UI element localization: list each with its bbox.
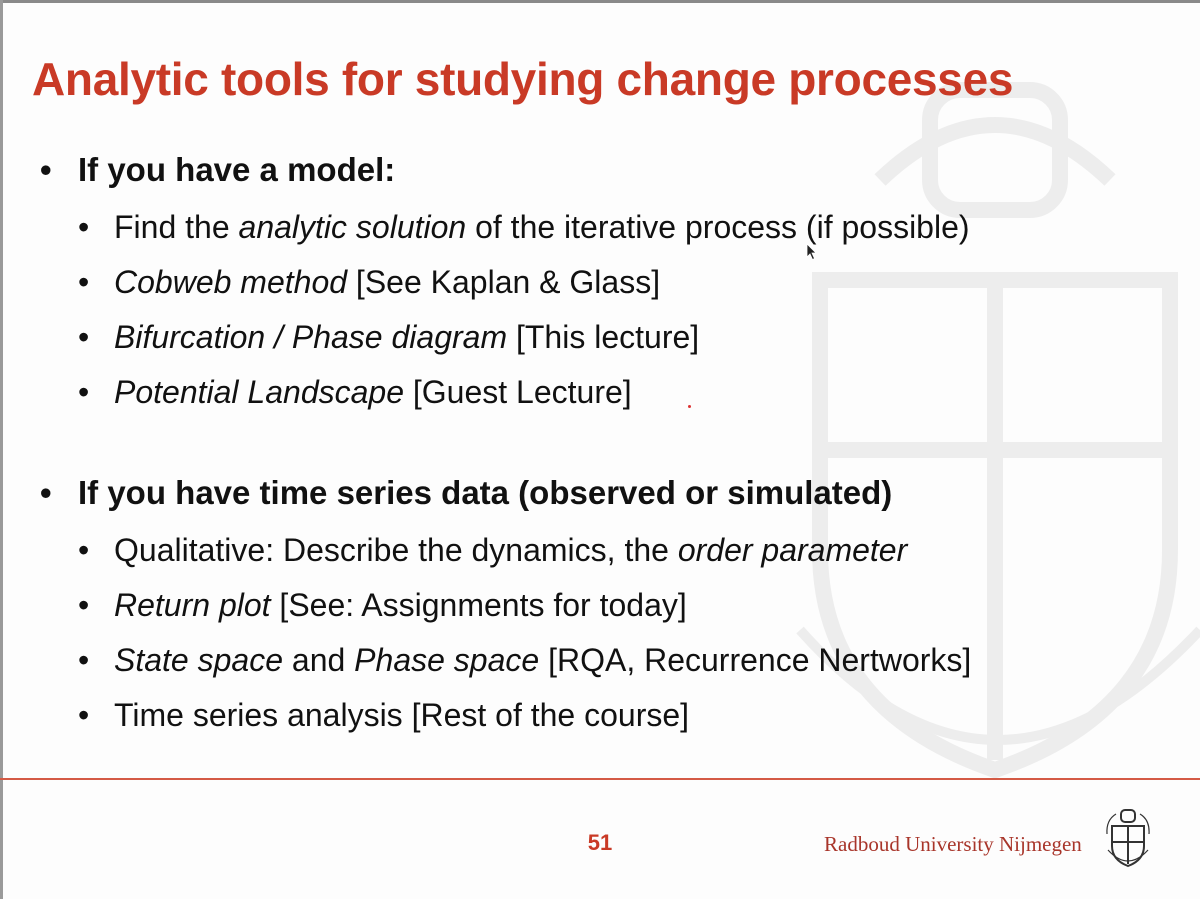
item-text: Find the [114, 209, 239, 245]
item-text-emphasis: Phase space [354, 642, 540, 678]
list-item [78, 633, 1160, 688]
item-text: [This lecture] [507, 319, 700, 355]
bullet-icon: • [78, 264, 90, 300]
mouse-pointer-icon [806, 243, 817, 261]
bullet-icon: • [78, 319, 90, 355]
list-item [78, 523, 1160, 578]
bullet-icon: • [40, 474, 52, 511]
item-text: [See Kaplan & Glass] [347, 264, 661, 300]
bullet-icon: • [78, 642, 90, 678]
item-text: [RQA, Recurrence Nertworks] [539, 642, 972, 678]
footer-divider [0, 778, 1200, 780]
item-text-emphasis: order parameter [677, 532, 908, 568]
item-text-emphasis: Bifurcation / Phase diagram [114, 319, 508, 355]
item-text-emphasis: Potential Landscape [114, 374, 404, 410]
item-text: of the iterative process (if possible) [466, 209, 970, 245]
item-text-emphasis: analytic solution [238, 209, 467, 245]
item-text: and [283, 642, 355, 678]
page-number: 51 [587, 830, 613, 855]
section-spacer [40, 420, 1160, 463]
list-item [78, 200, 1160, 255]
list-item [78, 688, 1160, 743]
window-frame-top [0, 0, 1200, 3]
list-item [78, 255, 1160, 310]
bullet-list [40, 140, 1160, 743]
window-frame-left [0, 0, 3, 899]
item-text-emphasis: Cobweb method [114, 264, 348, 300]
item-text: [See: Assignments for today] [270, 587, 687, 623]
bullet-icon: • [78, 587, 90, 623]
item-text-emphasis: State space [114, 642, 283, 678]
bullet-icon: • [78, 374, 90, 410]
university-name: Radboud University Nijmegen [824, 832, 1082, 856]
bullet-icon: • [40, 151, 52, 188]
laser-dot [688, 405, 691, 408]
radboud-seal-icon [1104, 806, 1152, 870]
list-item [78, 365, 1160, 420]
section-heading-text: If you have a model: [78, 151, 396, 188]
item-text: [Guest Lecture] [404, 374, 632, 410]
section-heading-text: If you have time series data (observed or simulated) [78, 474, 893, 511]
list-item [78, 310, 1160, 365]
section-heading-time-series [40, 463, 1160, 523]
slide-title: Analytic tools for studying change processes [32, 53, 1014, 105]
bullet-icon: • [78, 209, 90, 245]
item-text-emphasis: Return plot [114, 587, 271, 623]
bullet-icon: • [78, 532, 90, 568]
item-text: Qualitative: Describe the dynamics, the [114, 532, 678, 568]
list-item [78, 578, 1160, 633]
bullet-icon: • [78, 697, 90, 733]
section-heading-model [40, 140, 1160, 200]
item-text: Time series analysis [Rest of the course] [114, 697, 690, 733]
